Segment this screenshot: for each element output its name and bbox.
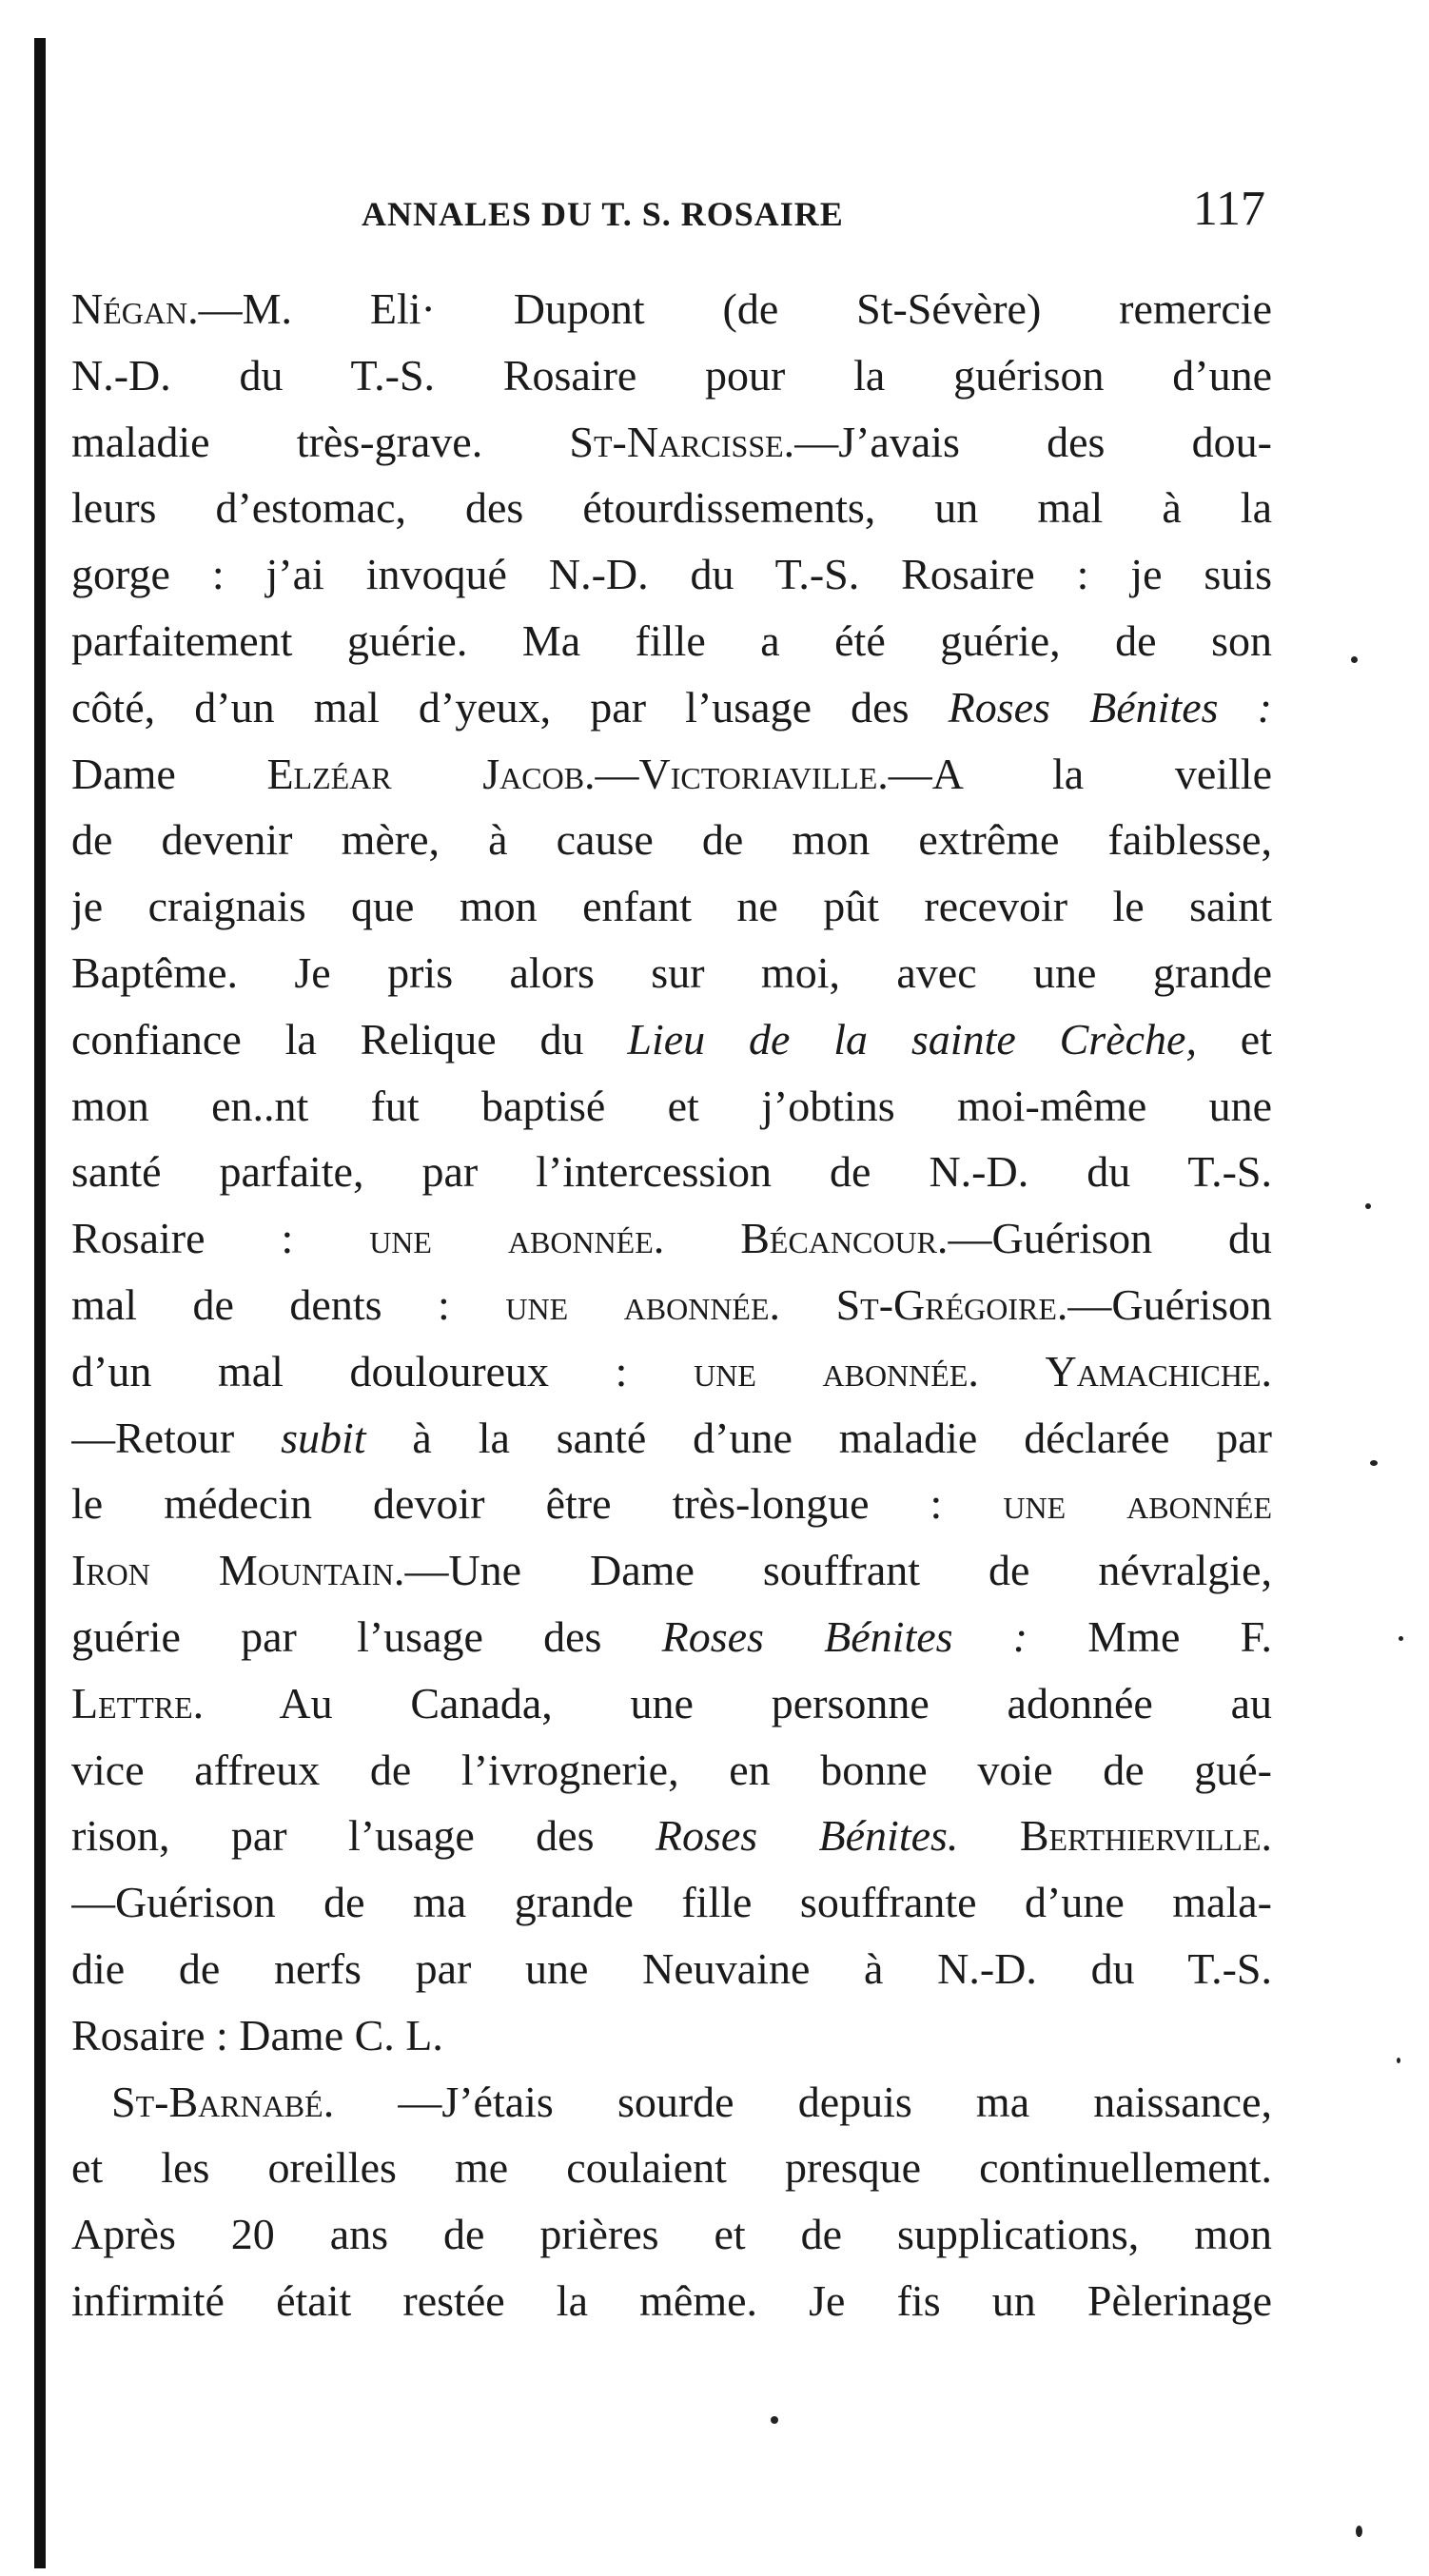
text-line (71, 1338, 1272, 1405)
text-line (71, 1670, 1272, 1737)
text-run: santé parfaite, par l’intercession de N.-D. du T.-S. (71, 1147, 1272, 1197)
text-line (71, 1272, 1272, 1338)
text-line (71, 1405, 1272, 1472)
text-run: —J’étais sourde depuis ma naissance, (334, 2077, 1272, 2126)
text-line (71, 342, 1272, 409)
text-run (780, 1280, 836, 1329)
text-run: die de nerfs par une Neuvaine à N.-D. du T.-S. (71, 1943, 1272, 1993)
print-speck (1365, 1203, 1371, 1209)
text-line (71, 2268, 1272, 2334)
text-run: confiance la Relique du (71, 1014, 628, 1064)
text-line (71, 674, 1272, 741)
text-run: et les oreilles me coulaient presque continuellement. (71, 2143, 1272, 2193)
page-number: 117 (1192, 182, 1265, 236)
text-line (71, 276, 1272, 342)
small-caps-text: Berthierville. (1019, 1811, 1272, 1861)
small-caps-text: une abonnée. (505, 1279, 781, 1329)
small-caps-text: Lettre. (71, 1678, 205, 1727)
print-speck (1397, 2058, 1400, 2063)
text-line (71, 1205, 1272, 1272)
small-caps-text: Yamachiche. (1045, 1346, 1272, 1395)
small-caps-text: St-Grégoire. (835, 1279, 1068, 1329)
text-line (71, 741, 1272, 808)
small-caps-text: une abonnée (1003, 1479, 1272, 1529)
text-run (664, 1214, 740, 1262)
text-run: Dame (71, 749, 267, 798)
text-line (71, 409, 1272, 476)
text-run: parfaitement guérie. Ma fille a été guérie, de son (71, 615, 1272, 665)
small-caps-text: une abonnée. (694, 1346, 979, 1395)
text-run: et (1196, 1014, 1272, 1064)
print-speck (1356, 2526, 1362, 2537)
text-line (71, 2135, 1272, 2201)
text-run: —A la veille (888, 749, 1272, 798)
text-run: —J’avais des dou- (794, 417, 1272, 466)
text-line (71, 1604, 1272, 1670)
text-run: guérie par l’usage des (71, 1611, 662, 1661)
small-caps-text: St-Narcisse. (569, 417, 795, 466)
text-run: de devenir mère, à cause de mon extrême faiblesse, (71, 815, 1272, 865)
text-line (71, 873, 1272, 940)
text-run: vice affreux de l’ivrognerie, en bonne voie de gué- (71, 1745, 1272, 1794)
text-run: Baptême. Je pris alors sur moi, avec une grande (71, 947, 1272, 997)
text-run: côté, d’un mal d’yeux, par l’usage des (71, 682, 949, 732)
print-speck (1399, 1636, 1403, 1641)
print-speck (771, 2416, 778, 2424)
text-run (958, 1811, 1019, 1860)
print-speck (1351, 656, 1358, 663)
text-run: le médecin devoir être très-longue : (71, 1479, 1004, 1529)
italic-text: subit (281, 1413, 366, 1462)
text-run: —Guérison du (948, 1214, 1272, 1263)
text-line (71, 940, 1272, 1006)
text-run: Rosaire : (71, 1214, 370, 1263)
italic-text: Lieu de la sainte Crèche, (627, 1014, 1197, 1064)
italic-text: Roses Bénites : (661, 1611, 1028, 1661)
small-caps-text: une abonnée. (369, 1214, 665, 1263)
running-head (76, 181, 1265, 247)
text-line (71, 2201, 1272, 2268)
text-run: Au Canada, une personne adonnée au (204, 1678, 1272, 1727)
text-run: —M. Eli· Dupont (de St-Sévère) remercie (198, 284, 1272, 333)
text-line (71, 2002, 1272, 2069)
italic-text: Roses Bénites. (655, 1811, 959, 1861)
text-run: —Une Dame souffrant de névralgie, (404, 1546, 1272, 1595)
text-run: N.-D. du T.-S. Rosaire pour la guérison d’une (71, 350, 1272, 400)
text-run: — (595, 749, 639, 798)
text-line (71, 2069, 1272, 2136)
text-run: mal de dents : (71, 1279, 506, 1329)
text-line (71, 608, 1272, 674)
small-caps-text: Victoriaville. (638, 749, 889, 798)
text-run: à la santé d’une maladie déclarée par (365, 1413, 1272, 1462)
text-line (71, 1006, 1272, 1073)
small-caps-text: Iron Mountain. (71, 1546, 405, 1595)
text-line (71, 1869, 1272, 1936)
text-run: —Guérison de ma grande fille souffrante d’une mala- (71, 1878, 1272, 1927)
text-run: maladie très-grave. (71, 417, 570, 466)
text-line (71, 1537, 1272, 1604)
text-line (71, 1073, 1272, 1140)
text-run: Rosaire : Dame C. L. (71, 2010, 443, 2059)
body-text (71, 276, 1272, 2334)
text-line (71, 1803, 1272, 1869)
text-run: mon en..nt fut baptisé et j’obtins moi-même une (71, 1081, 1272, 1130)
text-line (71, 807, 1272, 873)
text-line (71, 1139, 1272, 1205)
running-title: ANNALES DU T. S. ROSAIRE (362, 195, 844, 233)
text-run: rison, par l’usage des (71, 1811, 656, 1861)
text-run (979, 1347, 1046, 1395)
text-line (71, 1737, 1272, 1804)
small-caps-text: Négan. (71, 284, 199, 333)
text-line (71, 1471, 1272, 1537)
text-run: —Guérison (1067, 1279, 1272, 1329)
italic-text: Roses Bénites : (948, 682, 1272, 732)
text-line (71, 475, 1272, 541)
text-run: —Retour (71, 1413, 282, 1462)
text-run: gorge : j’ai invoqué N.-D. du T.-S. Rosaire : je suis (71, 550, 1272, 599)
text-run: d’un mal douloureux : (71, 1346, 695, 1395)
print-speck (1370, 1460, 1378, 1466)
small-caps-text: St-Barnabé. (111, 2077, 335, 2126)
text-run: infirmité était restée la même. Je fis un Pèlerinage (71, 2275, 1272, 2325)
text-run: leurs d’estomac, des étourdissements, un mal à la (71, 483, 1272, 533)
small-caps-text: Bécancour. (740, 1214, 949, 1263)
small-caps-text: Elzéar Jacob. (266, 749, 596, 798)
text-line (71, 541, 1272, 608)
text-run: Mme F. (1028, 1611, 1272, 1661)
text-run: Après 20 ans de prières et de supplications, mon (71, 2210, 1272, 2259)
text-run: je craignais que mon enfant ne pût recevoir le saint (71, 882, 1272, 931)
page-binding-edge (34, 38, 46, 2568)
text-line (71, 1936, 1272, 2002)
